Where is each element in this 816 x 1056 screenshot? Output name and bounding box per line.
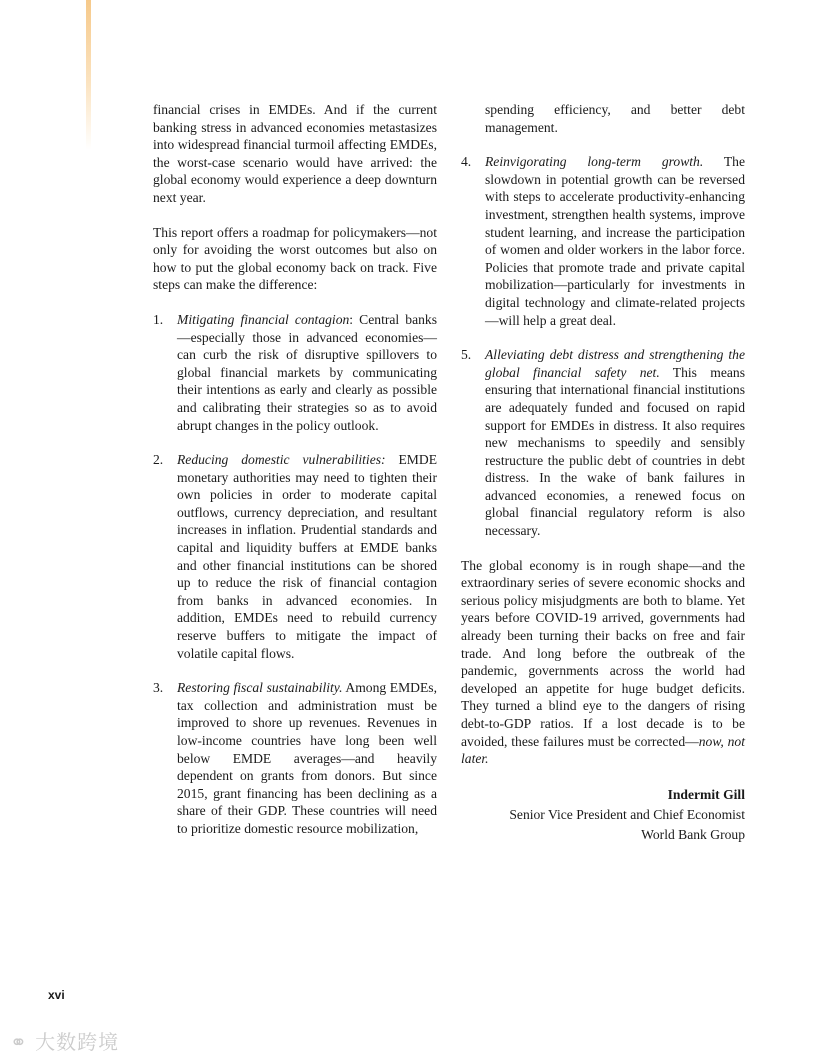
step-number: 5. bbox=[461, 347, 472, 363]
step-number: 4. bbox=[461, 154, 472, 170]
step-body-continuation: spending efficiency, and better debt management. bbox=[485, 102, 745, 135]
closing-emphasis: now, not later. bbox=[461, 733, 745, 767]
step-item-1 bbox=[153, 311, 437, 434]
signature-organization: World Bank Group bbox=[641, 826, 745, 842]
step-body: EMDE monetary authorities may need to tighten their own policies in order to moderate capital outflows, currency depreciation, and resultant increases in inflation. Prudential standards and capital and liquidity buffers at EMDE banks and other financial institutions can be shored up to reduce the risk of financial contagion from banks in advanced economies. In addition, EMDEs need to rebuild currency reserve buffers to mitigate the impact of volatile capital flows. bbox=[177, 452, 437, 661]
intro-paragraph-1: financial crises in EMDEs. And if the current banking stress in advanced economies metastasizes into widespread financial turmoil affecting EMDEs, the worst-case scenario would have arrived: the global economy would experience a deep downturn next year. bbox=[153, 102, 437, 205]
step-item-3 bbox=[153, 679, 437, 837]
page-number: xvi bbox=[48, 988, 65, 1002]
closing-paragraph bbox=[461, 557, 745, 768]
step-number: 2. bbox=[153, 452, 164, 468]
step-body: : Central banks—especially those in advanced economies—can curb the risk of disruptive spillovers to global financial markets by communicating their intentions as early and clearly as possible and calibrating their strategies so as to avoid abrupt changes in the policy outlook. bbox=[177, 311, 437, 433]
signature-title: Senior Vice President and Chief Economist bbox=[509, 806, 745, 822]
step-number: 3. bbox=[153, 680, 164, 696]
step-body: This means ensuring that international financial institutions are adequately funded and focused on rapid support for EMDEs in distress. It also requires new mechanisms to speedily and sensibly restructure the public debt of countries in debt distress. In the wake of bank failures in advanced economies, a renewed focus on global financial regulatory reform is also necessary. bbox=[485, 364, 745, 539]
closing-text: The global economy is in rough shape—and the extraordinary series of severe economic shocks and serious policy misjudgments are both to blame. Yet years before COVID-19 arrived, governments had already been turning their backs on free and fair trade. And long before the outbreak of the pandemic, governments across the world had developed an appetite for huge budget deficits. They turned a blind eye to the dangers of rising debt-to-GDP ratios. If a lost decade is to be avoided, these failures must be corrected— bbox=[461, 557, 745, 749]
step-item-5 bbox=[461, 346, 745, 540]
watermark-logo: ⚭ 大数跨境 bbox=[10, 1030, 120, 1054]
intro-paragraph-2: This report offers a roadmap for policymakers—not only for avoiding the worst outcomes but also on how to put the global economy back on track. Five steps can make the difference: bbox=[153, 224, 437, 293]
step-item-3-continuation bbox=[461, 101, 745, 136]
step-title: Restoring fiscal sustainability. bbox=[177, 680, 343, 696]
signature-name: Indermit Gill bbox=[667, 786, 745, 802]
step-title: Reinvigorating long-term growth. bbox=[485, 154, 704, 170]
step-item-4 bbox=[461, 153, 745, 329]
left-column bbox=[153, 101, 437, 855]
page-accent-bar bbox=[86, 0, 91, 150]
step-body: The slowdown in potential growth can be reversed with steps to accelerate productivity-enhancing investment, strengthen health systems, improve student learning, and increase the participation of women and older workers in the labor force. Policies that promote trade and private capital mobilization—particularly for investments in digital technology and climate-related projects—will help a great deal. bbox=[485, 154, 745, 328]
step-number: 1. bbox=[153, 311, 164, 327]
step-item-2 bbox=[153, 451, 437, 662]
signature-block bbox=[461, 785, 745, 845]
step-title: Reducing domestic vulnerabilities: bbox=[177, 452, 386, 468]
watermark-text: 大数跨境 bbox=[35, 1030, 120, 1054]
right-column bbox=[461, 101, 745, 845]
step-title: Mitigating financial contagion bbox=[177, 311, 350, 327]
step-title: Alleviating debt distress and strengthening the global financial safety net. bbox=[485, 347, 745, 380]
step-body: Among EMDEs, tax collection and administration must be improved to shore up revenues. Revenues in low-income countries have long been well below EMDE averages—and heavily dependent on grants from donors. But since 2015, grant financing has been declining as a share of their GDP. These countries will need to prioritize domestic resource mobilization, bbox=[177, 680, 437, 836]
